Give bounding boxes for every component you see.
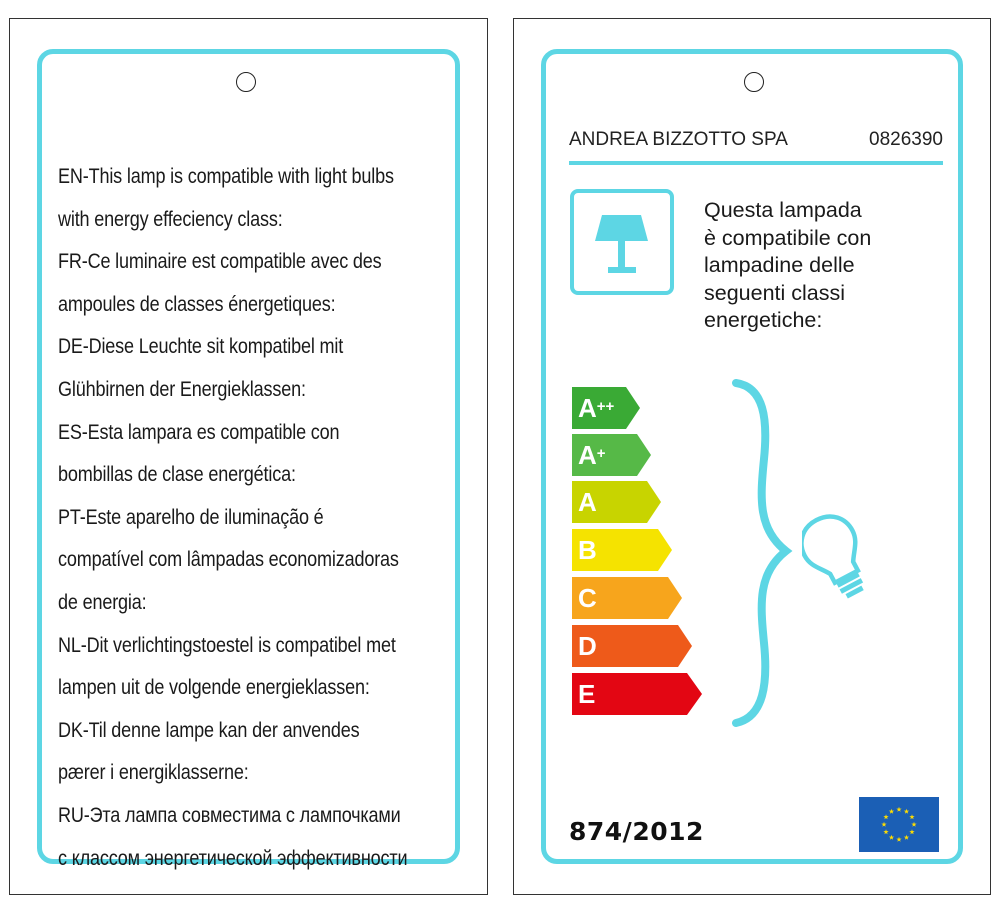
text-line: FR-Ce luminaire est compatible avec des <box>58 250 382 274</box>
lamp-icon-box <box>570 189 674 295</box>
multilingual-tag <box>9 18 488 895</box>
product-code: 0826390 <box>869 129 943 150</box>
energy-class-a-plus <box>572 434 692 478</box>
energy-class-a <box>572 481 692 525</box>
energy-class-letter: B <box>578 535 597 565</box>
hang-hole <box>744 72 764 92</box>
energy-class-suffix: ++ <box>596 398 615 415</box>
text-line: с классом энергетической эффективности <box>58 846 408 870</box>
text-line: with energy effeciency class: <box>58 207 283 231</box>
energy-class-suffix: + <box>596 445 606 462</box>
text-line: RU-Эта лампа совместима с лампочками <box>58 803 401 827</box>
energy-class-letter: A <box>578 393 597 423</box>
energy-label-tag <box>513 18 991 895</box>
text-line: pærer i energiklasserne: <box>58 761 249 785</box>
energy-class-a-plus-plus <box>572 387 692 431</box>
text-line: lampen uit de volgende energieklassen: <box>58 676 370 700</box>
energy-class-d <box>572 625 692 669</box>
description-line: energetiche: <box>704 308 823 332</box>
eu-flag-icon <box>859 797 939 852</box>
text-line: DK-Til denne lampe kan der anvendes <box>58 718 360 742</box>
curly-brace <box>724 379 804 729</box>
text-line: DE-Diese Leuchte sit kompatibel mit <box>58 335 344 359</box>
energy-class-letter: D <box>578 631 597 661</box>
energy-class-e <box>572 673 692 717</box>
lamp-icon <box>574 193 669 290</box>
company-name: ANDREA BIZZOTTO SPA <box>569 129 788 150</box>
text-line: ES-Esta lampara es compatible con <box>58 420 340 444</box>
compatibility-description <box>704 197 871 335</box>
text-line: compatível com lâmpadas economizadoras <box>58 548 399 572</box>
text-line: ampoules de classes énergetiques: <box>58 292 336 316</box>
hang-hole <box>236 72 256 92</box>
text-line: NL-Dit verlichtingstoestel is compatibel met <box>58 633 396 657</box>
text-line: Glühbirnen der Energieklassen: <box>58 377 306 401</box>
description-line: è compatibile con <box>704 225 872 250</box>
energy-class-letter: C <box>578 583 597 613</box>
energy-class-letter: A <box>578 487 597 517</box>
description-line: Questa lampada <box>704 198 862 222</box>
energy-class-letter: E <box>578 679 596 709</box>
multilingual-text <box>58 156 468 880</box>
energy-class-b <box>572 529 692 573</box>
description-line: seguenti classi <box>704 280 846 305</box>
text-line: EN-This lamp is compatible with light bulbs <box>58 165 394 188</box>
description-line: lampadine delle <box>704 253 855 277</box>
text-line: PT-Este aparelho de iluminação é <box>58 505 324 529</box>
regulation-number: 874/2012 <box>569 817 704 846</box>
header-divider <box>569 161 943 165</box>
energy-class-letter: A <box>578 440 597 470</box>
energy-class-c <box>572 577 692 621</box>
text-line: de energia: <box>58 590 147 614</box>
text-line: bombillas de clase energética: <box>58 463 296 487</box>
lightbulb-icon <box>802 509 872 614</box>
